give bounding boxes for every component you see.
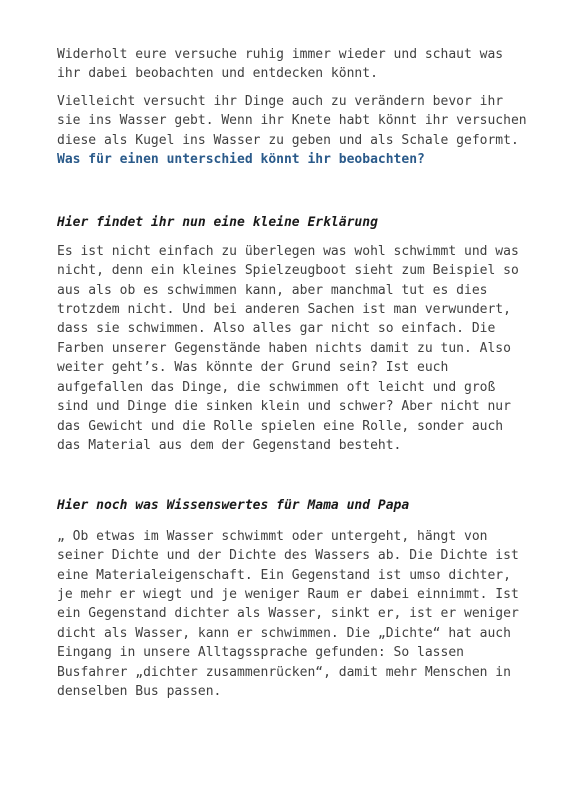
document-page <box>57 45 527 701</box>
section-heading-parents: Hier noch was Wissenswertes für Mama und Papa <box>57 498 410 514</box>
intro-paragraph-2-text: Vielleicht versucht ihr Dinge auch zu verändern bevor ihr sie ins Wasser gebt. Wenn ihr Knete habt könnt ihr versuchen diese als Kugel ins Wasser zu geben und als Schale geformt. <box>57 93 527 148</box>
highlighted-question: Was für einen unterschied könnt ihr beobachten? <box>57 152 425 168</box>
section-heading-explanation: Hier findet ihr nun eine kleine Erklärung <box>57 215 378 231</box>
explanation-paragraph: Es ist nicht einfach zu überlegen was wohl schwimmt und was nicht, denn ein kleines Spielzeugboot sieht zum Beispiel so aus als ob es schwimmen kann, aber manchmal tut es dies trotzdem nicht. Und bei anderen Sachen ist man verwundert, dass sie schwimmen. Also alles gar nicht so einfach. Die Farben unserer Gegenstände haben nichts damit zu tun. Also weiter geht’s. Was könnte der Grund sein? Ist euch aufgefallen das Dinge, die schwimmen oft leicht und groß sind und Dinge die sinken klein und schwer? Aber nicht nur das Gewicht und die Rolle spielen eine Rolle, sonder auch das Material aus dem der Gegenstand besteht. <box>57 243 519 453</box>
intro-paragraph-1: Widerholt eure versuche ruhig immer wieder und schaut was ihr dabei beobachten und entdecken könnt. <box>57 47 504 82</box>
parents-paragraph: „ Ob etwas im Wasser schwimmt oder untergeht, hängt von seiner Dichte und der Dichte des Wassers ab. Die Dichte ist eine Materialeigenschaft. Ein Gegenstand ist umso dichter, je mehr er wiegt und je weniger Raum er dabei einnimmt. Ist ein Gegenstand dichter als Wasser, sinkt er, ist er weniger dicht als Wasser, kann er schwimmen. Die „Dichte“ hat auch Eingang in unsere Alltagssprache gefunden: So lassen Busfahrer „dichter zusammenrücken“, damit mehr Menschen in denselben Bus passen. <box>57 528 519 699</box>
intro-paragraph-2 <box>57 92 527 170</box>
